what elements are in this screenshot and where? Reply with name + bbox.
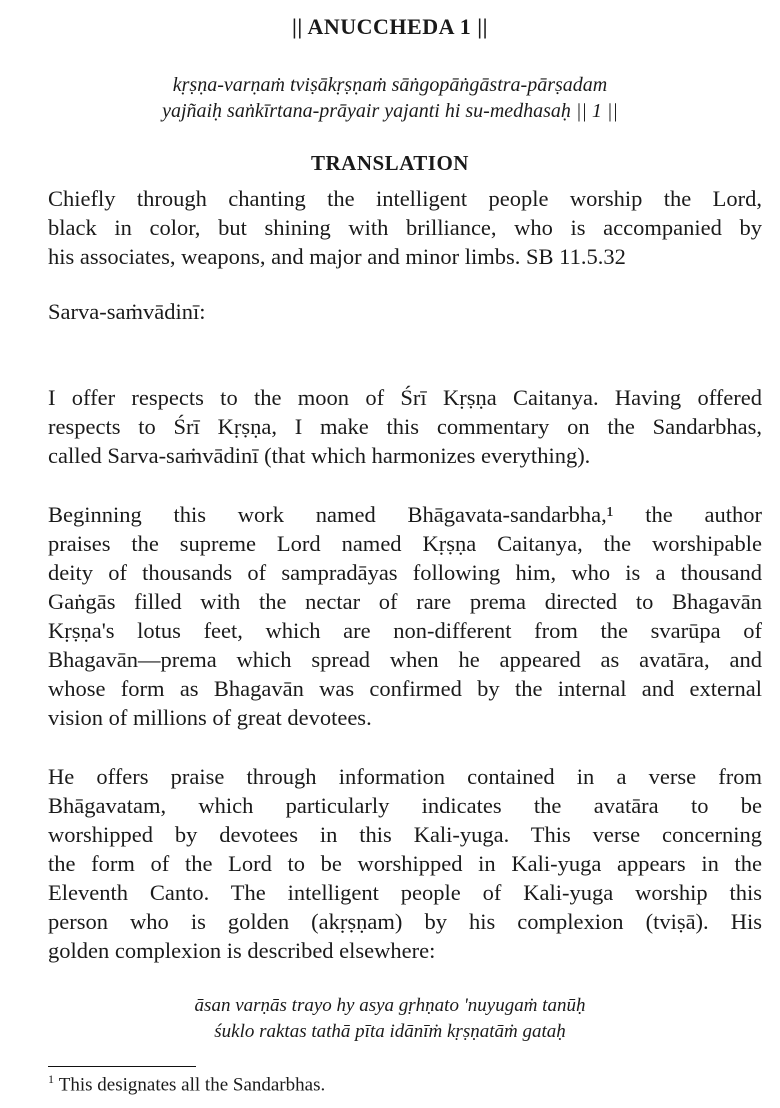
text-line: the form of the Lord to be worshipped in Kali-yuga appears in the <box>48 851 762 876</box>
text-line: deity of thousands of sampradāyas following him, who is a thousand <box>48 560 762 585</box>
verse-line: āsan varṇās trayo hy asya gṛhṇato 'nuyugaṁ tanūḥ <box>194 995 586 1016</box>
text-line: Bhagavān—prema which spread when he appeared as avatāra, and <box>48 647 762 672</box>
text-line: praises the supreme Lord named Kṛṣṇa Caitanya, the worshipable <box>48 531 762 556</box>
verse-line: yajñaiḥ saṅkīrtana-prāyair yajanti hi su-medhasaḥ || 1 || <box>162 100 618 122</box>
text-line: Beginning this work named Bhāgavata-sandarbha,¹ the author <box>48 502 762 527</box>
paragraph <box>48 500 762 732</box>
text-line: worshipped by devotees in this Kali-yuga. This verse concerning <box>48 822 762 847</box>
text-line: respects to Śrī Kṛṣṇa, I make this commentary on the Sandarbhas, <box>48 414 762 439</box>
paragraph <box>48 383 762 470</box>
text-line: golden complexion is described elsewhere: <box>48 938 436 963</box>
paragraph <box>48 762 762 965</box>
text-line: I offer respects to the moon of Śrī Kṛṣṇa Caitanya. Having offered <box>48 385 762 410</box>
text-line: Bhāgavatam, which particularly indicates the avatāra to be <box>48 793 762 818</box>
footnote <box>48 1072 325 1096</box>
text-line: his associates, weapons, and major and minor limbs. SB 11.5.32 <box>48 244 626 269</box>
chapter-heading: || ANUCCHEDA 1 || <box>292 14 488 39</box>
text-line: person who is golden (akṛṣṇam) by his complexion (tviṣā). His <box>48 909 762 934</box>
text-line: black in color, but shining with brilliance, who is accompanied by <box>48 215 762 240</box>
text-line: Sarva-saṁvādinī: <box>48 299 206 324</box>
text-line: vision of millions of great devotees. <box>48 705 372 730</box>
text-line: Kṛṣṇa's lotus feet, which are non-different from the svarūpa of <box>48 618 762 643</box>
footnote-divider <box>48 1066 196 1067</box>
verse-line: śuklo raktas tathā pīta idānīṁ kṛṣṇatāṁ gataḥ <box>214 1021 566 1042</box>
paragraph-label <box>48 297 762 326</box>
text-line: Chiefly through chanting the intelligent people worship the Lord, <box>48 186 762 211</box>
paragraph-translation <box>48 184 762 271</box>
footnote-text: This designates all the Sandarbhas. <box>58 1074 326 1096</box>
text-line: Gaṅgās filled with the nectar of rare prema directed to Bhagavān <box>48 589 762 614</box>
verse-line: kṛṣṇa-varṇaṁ tviṣākṛṣṇaṁ sāṅgopāṅgāstra-pārṣadam <box>172 74 608 96</box>
footnote-mark: 1 <box>48 1072 54 1086</box>
text-line: called Sarva-saṁvādinī (that which harmonizes everything). <box>48 443 591 468</box>
translation-heading: TRANSLATION <box>311 151 469 175</box>
text-line: whose form as Bhagavān was confirmed by the internal and external <box>48 676 762 701</box>
text-line: Eleventh Canto. The intelligent people of Kali-yuga worship this <box>48 880 762 905</box>
text-line: He offers praise through information contained in a verse from <box>48 764 762 789</box>
